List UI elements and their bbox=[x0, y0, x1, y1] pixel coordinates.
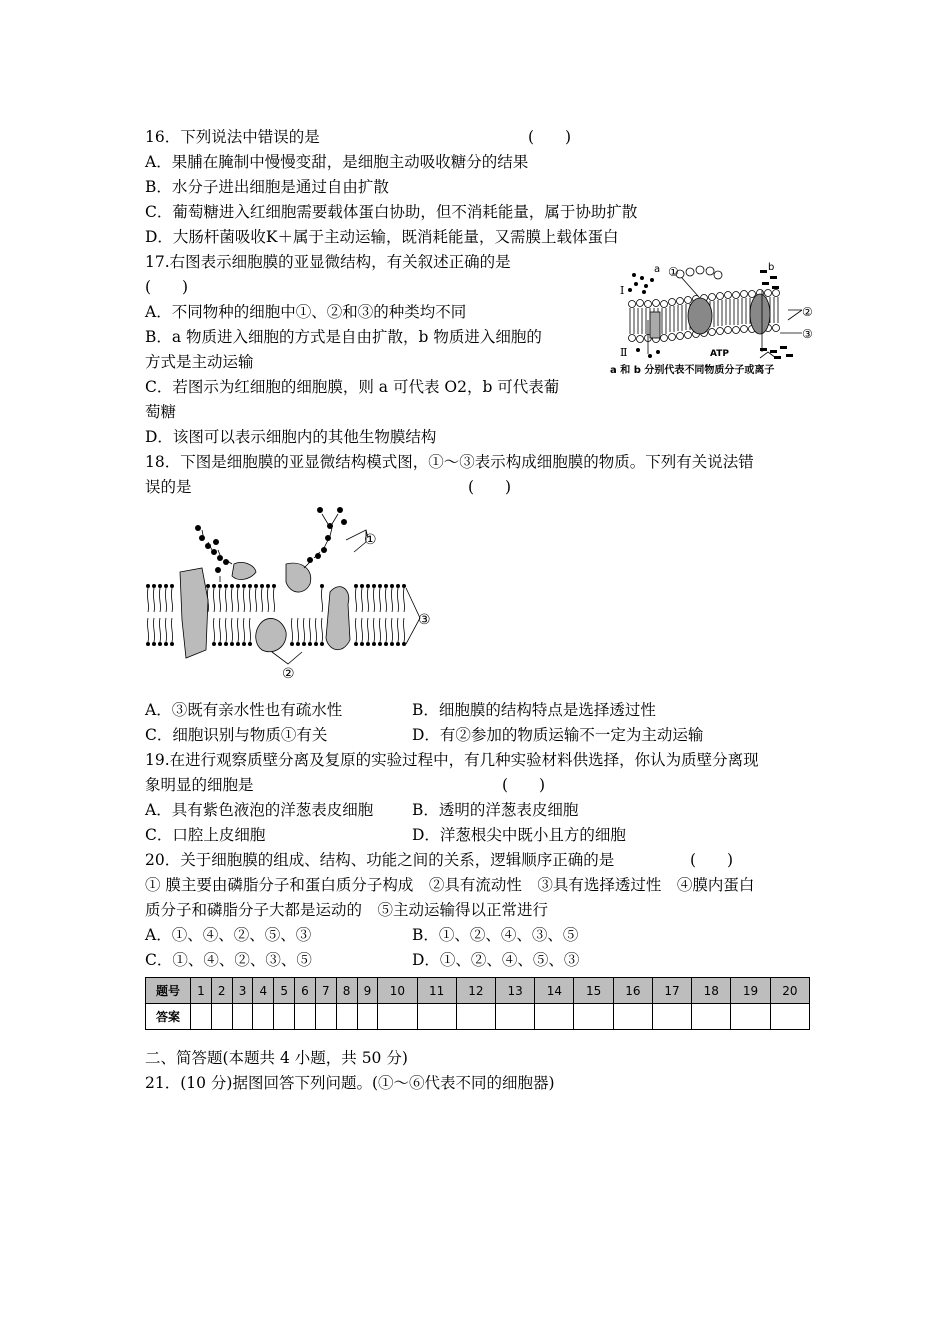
answer-table-header-row bbox=[146, 978, 810, 1004]
q18-label-1: ① bbox=[364, 532, 377, 548]
q16-option-d: D．大肠杆菌吸收K＋属于主动运输，既消耗能量，又需膜上载体蛋白 bbox=[145, 228, 619, 246]
q20-option-a: A．①、④、②、⑤、③ bbox=[145, 926, 312, 944]
answer-table-number: 6 bbox=[295, 978, 316, 1004]
q16-option-c: C．葡萄糖进入红细胞需要载体蛋白协助，但不消耗能量，属于协助扩散 bbox=[145, 203, 638, 221]
answer-cell[interactable] bbox=[692, 1004, 731, 1030]
q17-label-1: ① bbox=[668, 265, 679, 279]
q17-option-c-line2: 萄糖 bbox=[145, 403, 177, 421]
answer-cell[interactable] bbox=[378, 1004, 417, 1030]
answer-table-number: 8 bbox=[336, 978, 357, 1004]
q18-membrane-figure bbox=[142, 500, 442, 680]
q17-label-b: b bbox=[768, 262, 775, 273]
q20-statement-line2: 质分子和磷脂分子大都是运动的 ⑤主动运输得以正常进行 bbox=[145, 901, 549, 919]
q17-option-a: A．不同物种的细胞中①、②和③的种类均不同 bbox=[145, 303, 467, 321]
answer-table-answer-row bbox=[146, 1004, 810, 1030]
q17-answer-paren: ( ) bbox=[145, 278, 189, 296]
answer-table-answer-label: 答案 bbox=[146, 1004, 191, 1030]
q19-option-a: A．具有紫色液泡的洋葱表皮细胞 bbox=[145, 801, 374, 819]
q17-option-b-line1: B．a 物质进入细胞的方式是自由扩散，b 物质进入细胞的 bbox=[145, 328, 542, 346]
q17-label-2: ② bbox=[802, 305, 813, 319]
q17-figure-caption: a 和 b 分别代表不同物质分子或离子 bbox=[610, 365, 775, 376]
answer-table-number: 16 bbox=[613, 978, 652, 1004]
q20-answer-paren: ( ) bbox=[690, 851, 734, 869]
answer-table-number: 7 bbox=[315, 978, 336, 1004]
q17-membrane-figure bbox=[610, 260, 825, 380]
answer-table-number-label: 题号 bbox=[146, 978, 191, 1004]
answer-cell[interactable] bbox=[274, 1004, 295, 1030]
answer-table-number: 1 bbox=[191, 978, 212, 1004]
answer-cell[interactable] bbox=[357, 1004, 378, 1030]
answer-cell[interactable] bbox=[232, 1004, 253, 1030]
answer-cell[interactable] bbox=[211, 1004, 232, 1030]
answer-cell[interactable] bbox=[315, 1004, 336, 1030]
section2-heading: 二、简答题(本题共 4 小题，共 50 分) bbox=[145, 1049, 408, 1067]
answer-table-number: 14 bbox=[535, 978, 574, 1004]
answer-table-number: 20 bbox=[770, 978, 809, 1004]
q18-stem-line1: 18．下图是细胞膜的亚显微结构模式图，①～③表示构成细胞膜的物质。下列有关说法错 bbox=[145, 453, 754, 471]
q16-answer-paren: ( ) bbox=[528, 128, 572, 146]
answer-table-number: 4 bbox=[253, 978, 274, 1004]
answer-cell[interactable] bbox=[770, 1004, 809, 1030]
q19-stem-line2: 象明显的细胞是 bbox=[145, 776, 254, 794]
q16-option-a: A．果脯在腌制中慢慢变甜，是细胞主动吸收糖分的结果 bbox=[145, 153, 529, 171]
q17-label-3: ③ bbox=[802, 327, 813, 341]
q19-answer-paren: ( ) bbox=[502, 776, 546, 794]
answer-cell[interactable] bbox=[417, 1004, 456, 1030]
q19-stem-line1: 19.在进行观察质壁分离及复原的实验过程中，有几种实验材料供选择，你认为质壁分离现 bbox=[145, 751, 759, 769]
answer-table-number: 9 bbox=[357, 978, 378, 1004]
q18-option-c: C．细胞识别与物质①有关 bbox=[145, 726, 328, 744]
q17-option-c-line1: C．若图示为红细胞的细胞膜，则 a 可代表 O2，b 可代表葡 bbox=[145, 378, 560, 396]
q20-option-c: C．①、④、②、③、⑤ bbox=[145, 951, 312, 969]
q19-option-c: C．口腔上皮细胞 bbox=[145, 826, 266, 844]
q17-stem: 17.右图表示细胞膜的亚显微结构，有关叙述正确的是 bbox=[145, 253, 511, 271]
q18-option-d: D．有②参加的物质运输不一定为主动运输 bbox=[412, 726, 704, 744]
answer-cell[interactable] bbox=[496, 1004, 535, 1030]
answer-cell[interactable] bbox=[652, 1004, 691, 1030]
q19-option-b: B．透明的洋葱表皮细胞 bbox=[412, 801, 579, 819]
q18-option-a: A．③既有亲水性也有疏水性 bbox=[145, 701, 343, 719]
q17-label-atp: ATP bbox=[710, 349, 730, 359]
answer-table-number: 11 bbox=[417, 978, 456, 1004]
q18-label-2: ② bbox=[282, 666, 295, 680]
answer-cell[interactable] bbox=[613, 1004, 652, 1030]
answer-cell[interactable] bbox=[253, 1004, 274, 1030]
answer-table-number: 18 bbox=[692, 978, 731, 1004]
answer-cell[interactable] bbox=[295, 1004, 316, 1030]
q18-stem-line2: 误的是 bbox=[145, 478, 192, 496]
answer-table-number: 17 bbox=[652, 978, 691, 1004]
answer-table-number: 15 bbox=[574, 978, 613, 1004]
q16-option-b: B．水分子进出细胞是通过自由扩散 bbox=[145, 178, 389, 196]
answer-table-number: 2 bbox=[211, 978, 232, 1004]
q17-option-d: D．该图可以表示细胞内的其他生物膜结构 bbox=[145, 428, 437, 446]
answer-cell[interactable] bbox=[336, 1004, 357, 1030]
q16-stem: 16．下列说法中错误的是 bbox=[145, 128, 320, 146]
q20-option-b: B．①、②、④、③、⑤ bbox=[412, 926, 579, 944]
q20-stem: 20．关于细胞膜的组成、结构、功能之间的关系，逻辑顺序正确的是 bbox=[145, 851, 615, 869]
answer-table-number: 19 bbox=[731, 978, 770, 1004]
q18-answer-paren: ( ) bbox=[468, 478, 512, 496]
answer-cell[interactable] bbox=[456, 1004, 495, 1030]
q20-option-d: D．①、②、④、⑤、③ bbox=[412, 951, 580, 969]
q17-option-b-line2: 方式是主动运输 bbox=[145, 353, 254, 371]
q20-statement-line1: ① 膜主要由磷脂分子和蛋白质分子构成 ②具有流动性 ③具有选择透过性 ④膜内蛋白 bbox=[145, 876, 755, 894]
q18-label-3: ③ bbox=[418, 612, 431, 628]
answer-table bbox=[145, 977, 810, 1030]
answer-table-number: 10 bbox=[378, 978, 417, 1004]
answer-table-number: 5 bbox=[274, 978, 295, 1004]
answer-table-number: 13 bbox=[496, 978, 535, 1004]
q17-label-a: a bbox=[654, 264, 661, 275]
answer-table-number: 3 bbox=[232, 978, 253, 1004]
q19-option-d: D．洋葱根尖中既小且方的细胞 bbox=[412, 826, 626, 844]
answer-cell[interactable] bbox=[535, 1004, 574, 1030]
q17-label-outer-side: I bbox=[620, 284, 625, 297]
q17-label-inner-side: Ⅱ bbox=[620, 346, 628, 359]
answer-cell[interactable] bbox=[191, 1004, 212, 1030]
q18-option-b: B．细胞膜的结构特点是选择透过性 bbox=[412, 701, 656, 719]
q21-stem: 21．(10 分)据图回答下列问题。(①～⑥代表不同的细胞器) bbox=[145, 1074, 555, 1092]
answer-table-number: 12 bbox=[456, 978, 495, 1004]
answer-cell[interactable] bbox=[574, 1004, 613, 1030]
answer-cell[interactable] bbox=[731, 1004, 770, 1030]
